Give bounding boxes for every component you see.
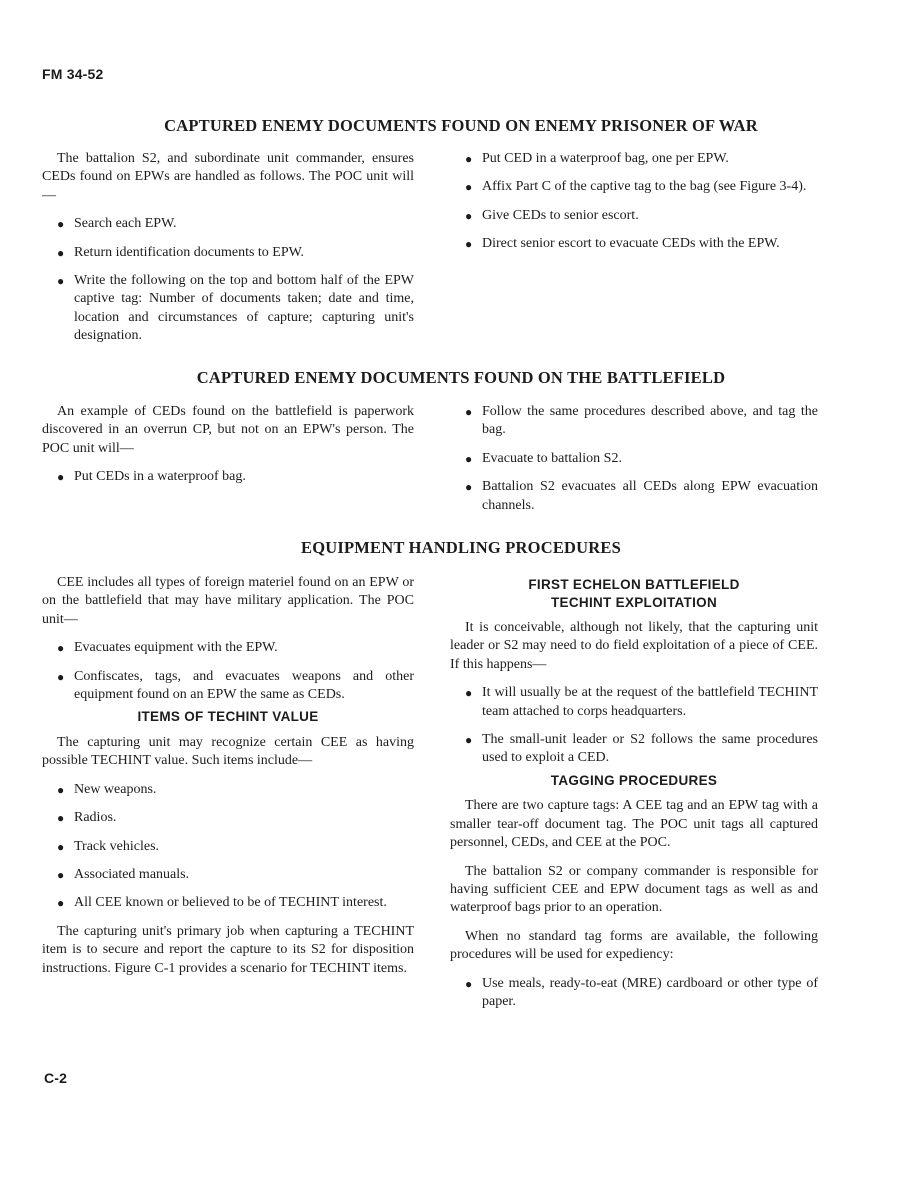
tagging-para-1: There are two capture tags: A CEE tag and an EPW tag with a smaller tear-off document tag. The POC unit tags all captured personnel, CEDs, and CEE at the POC. — [450, 798, 818, 851]
manual-code: FM 34-52 — [42, 66, 104, 82]
page-number: C-2 — [44, 1070, 68, 1086]
bullet-icon: ● — [57, 641, 65, 656]
list-item: ● Write the following on the top and bottom half of the EPW captive tag: Number of documents taken; date and time, location and circumstances of capture; capturing unit's designation. — [57, 273, 414, 344]
list-item: ● Affix Part C of the captive tag to the bag (see Figure 3-4). — [450, 178, 818, 196]
techint-value-closing: The capturing unit's primary job when capturing a TECHINT item is to secure and report the capture to its S2 for disposition instructions. Figure C-1 provides a scenario for TECHINT items. — [42, 923, 414, 976]
s1-intro: The battalion S2, and subordinate unit commander, ensures CEDs found on EPWs are handled as follows. The POC unit will— — [42, 151, 414, 203]
list-item: ● Evacuates equipment with the EPW. — [42, 639, 414, 657]
s2-left-list — [42, 468, 414, 486]
bullet-icon: ● — [57, 669, 65, 684]
first-echelon-intro: It is conceivable, although not likely, that the capturing unit leader or S2 may need to do field exploitation of a piece of CEE. If this happens— — [450, 620, 818, 672]
techint-value-list — [42, 781, 414, 913]
bullet-icon: ● — [57, 811, 65, 826]
s1-left-list — [42, 215, 414, 345]
tagging-para-3: When no standard tag forms are available, the following procedures will be used for expediency: — [450, 928, 818, 963]
s3-right-column — [450, 574, 818, 1021]
subheading-first-echelon-line1: FIRST ECHELON BATTLEFIELD — [528, 577, 740, 592]
bullet-icon: ● — [465, 152, 473, 166]
list-item: ● Return identification documents to EPW. — [42, 244, 414, 262]
bullet-icon: ● — [465, 686, 473, 701]
s3-intro-list — [42, 639, 414, 704]
s3-left-column — [42, 574, 414, 988]
bullet-icon: ● — [57, 470, 65, 485]
list-item: ● Put CED in a waterproof bag, one per EPW. — [450, 150, 818, 168]
list-item: ● Use meals, ready-to-eat (MRE) cardboard or other type of paper. — [465, 975, 818, 1009]
bullet-icon: ● — [57, 274, 65, 289]
list-item: ● Put CEDs in a waterproof bag. — [42, 468, 414, 486]
s2-right-column — [450, 403, 818, 525]
bullet-icon: ● — [465, 237, 473, 252]
bullet-icon: ● — [57, 217, 65, 232]
subheading-first-echelon — [450, 576, 818, 611]
tagging-para-2: The battalion S2 or company commander is responsible for having sufficient CEE and EPW document tags as well as and waterproof bags prior to an operation. — [450, 863, 818, 916]
section-title-ceds-on-epw: CAPTURED ENEMY DOCUMENTS FOUND ON ENEMY PRISONER OF WAR — [164, 116, 758, 135]
bullet-icon: ● — [465, 180, 473, 195]
subheading-tagging-procedures: TAGGING PROCEDURES — [550, 772, 718, 788]
s2-right-list — [450, 403, 818, 515]
subheading-first-echelon-line2: TECHINT EXPLOITATION — [551, 594, 717, 610]
s3-intro: CEE includes all types of foreign materiel found on an EPW or on the battlefield that may have military application. The POC unit— — [42, 575, 414, 627]
bullet-icon: ● — [57, 867, 65, 882]
tagging-list — [450, 975, 818, 1012]
s1-left-column — [42, 150, 414, 356]
list-item: ● The small-unit leader or S2 follows the same procedures used to exploit a CED. — [465, 732, 818, 766]
bullet-icon: ● — [465, 405, 473, 419]
list-item: ● Evacuate to battalion S2. — [450, 450, 818, 468]
list-item: ● Radios. — [42, 809, 414, 827]
list-item: ● Follow the same procedures described above, and tag the bag. — [465, 404, 818, 438]
s1-right-list — [450, 150, 818, 254]
section-title-ceds-on-battlefield: CAPTURED ENEMY DOCUMENTS FOUND ON THE BATTLEFIELD — [196, 368, 726, 387]
list-item: ● It will usually be at the request of the battlefield TECHINT team attached to corps headquarters. — [465, 685, 818, 719]
list-item: ● Associated manuals. — [42, 866, 414, 884]
s2-left-column — [42, 403, 414, 497]
first-echelon-list — [450, 684, 818, 768]
techint-value-intro: The capturing unit may recognize certain CEE as having possible TECHINT value. Such items include— — [42, 734, 414, 769]
bullet-icon: ● — [465, 480, 473, 495]
bullet-icon: ● — [57, 896, 65, 911]
section-title-equipment-handling: EQUIPMENT HANDLING PROCEDURES — [301, 538, 621, 557]
list-item: ● Track vehicles. — [42, 838, 414, 856]
list-item: ● New weapons. — [42, 781, 414, 799]
bullet-icon: ● — [465, 208, 473, 223]
bullet-icon: ● — [465, 733, 473, 748]
list-item: ● Battalion S2 evacuates all CEDs along EPW evacuation channels. — [465, 479, 818, 513]
s2-intro: An example of CEDs found on the battlefield is paperwork discovered in an overrun CP, but not on an EPW's person. The POC unit will— — [42, 404, 414, 456]
s1-right-column — [450, 150, 818, 264]
subheading-techint-value: ITEMS OF TECHINT VALUE — [137, 709, 319, 725]
bullet-icon: ● — [57, 782, 65, 797]
bullet-icon: ● — [465, 451, 473, 466]
list-item: ● Direct senior escort to evacuate CEDs with the EPW. — [450, 235, 818, 253]
bullet-icon: ● — [465, 976, 473, 991]
bullet-icon: ● — [57, 245, 65, 260]
list-item: ● Search each EPW. — [42, 215, 414, 233]
bullet-icon: ● — [57, 839, 65, 854]
list-item: ● Confiscates, tags, and evacuates weapons and other equipment found on an EPW the same as CEDs. — [57, 668, 414, 703]
list-item: ● All CEE known or believed to be of TECHINT interest. — [42, 894, 414, 912]
list-item: ● Give CEDs to senior escort. — [450, 207, 818, 225]
